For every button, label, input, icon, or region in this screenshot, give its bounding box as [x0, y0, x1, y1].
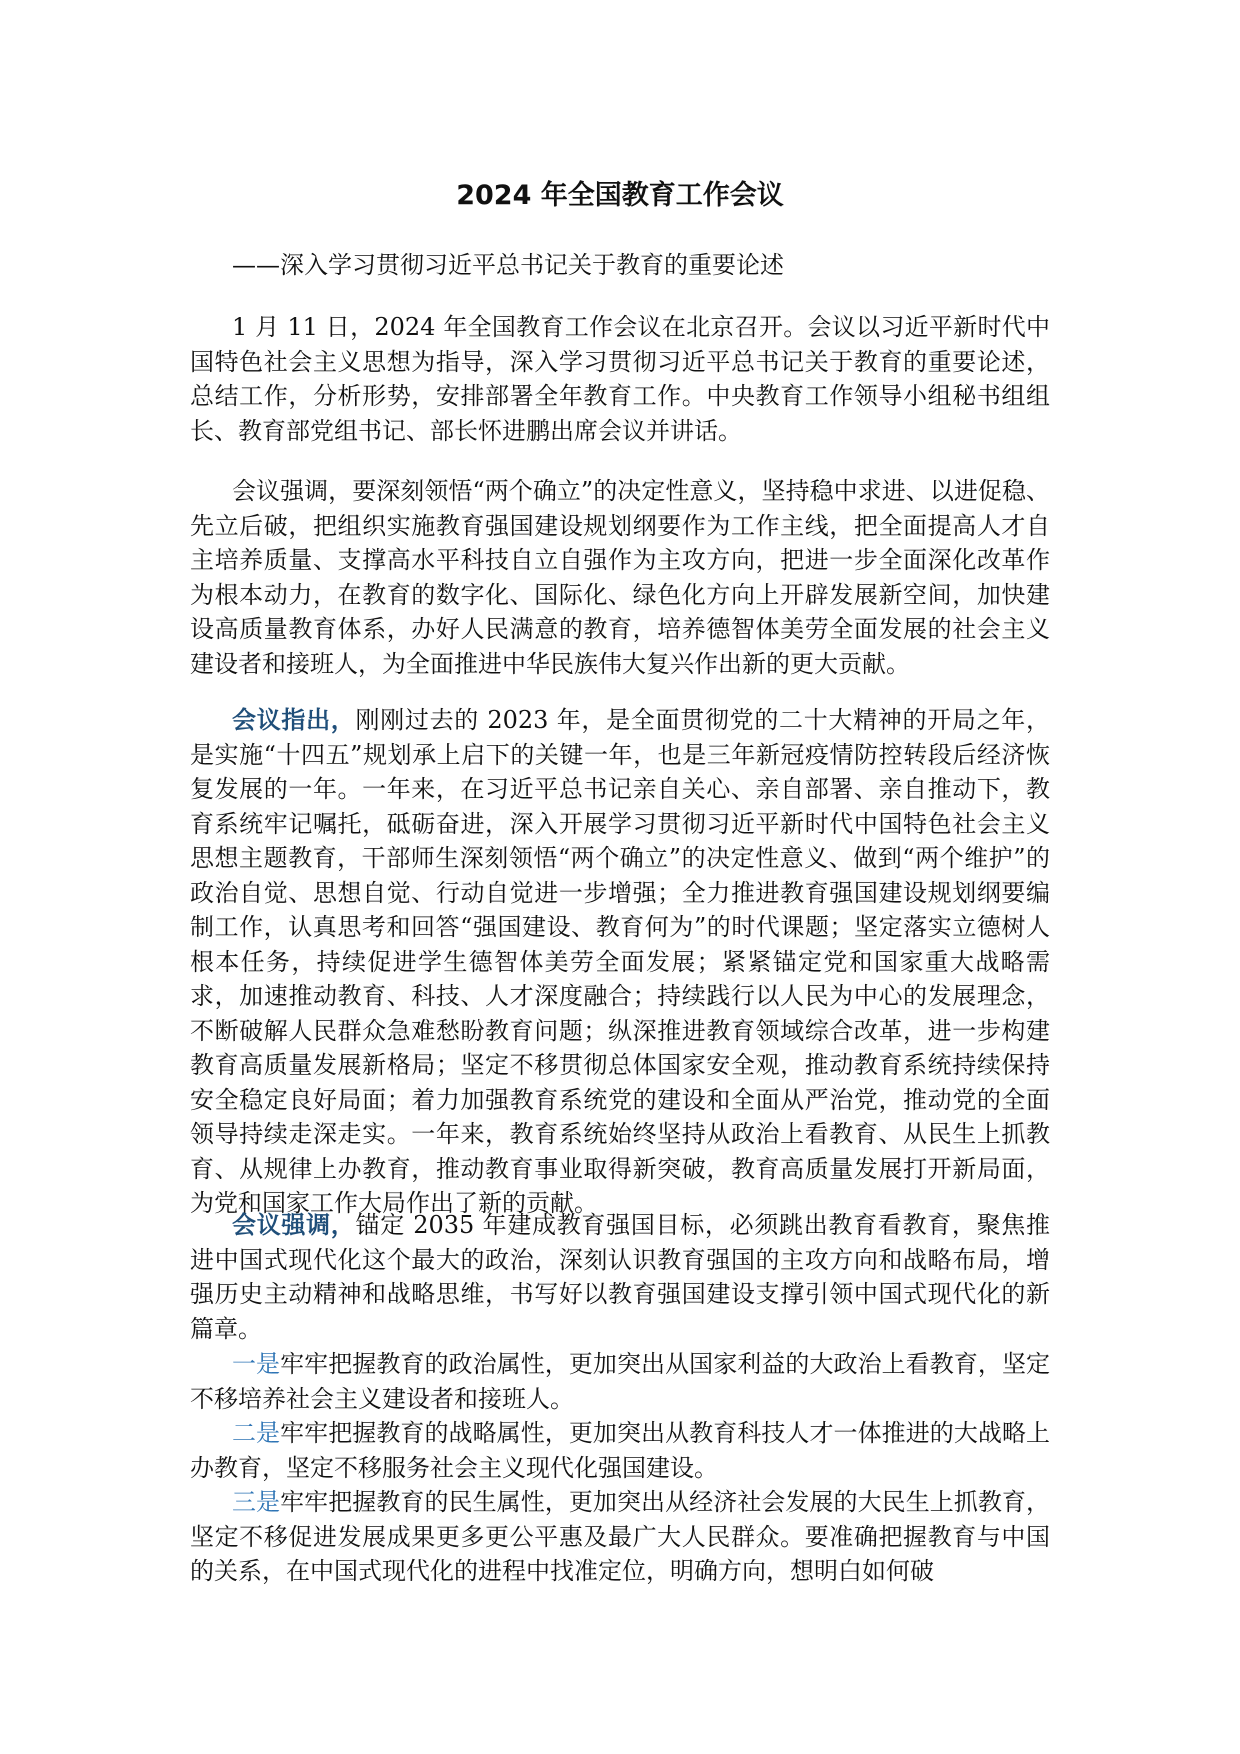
paragraph-5-lead: 一是: [232, 1350, 281, 1378]
paragraph-2: [190, 474, 1050, 681]
paragraph-4-lead: 会议强调，: [232, 1210, 356, 1239]
paragraph-7-text: 牢牢把握教育的民生属性，更加突出从经济社会发展的大民生上抓教育，坚定不移促进发展成果更多更公平惠及最广大人民群众。要准确把握教育与中国的关系，在中国式现代化的进程中找准定位，明确方向，想明白如何破: [190, 1488, 1051, 1585]
paragraph-6: [190, 1416, 1050, 1485]
paragraph-3-text: 刚刚过去的 2023 年，是全面贯彻党的二十大精神的开局之年，是实施“十四五”规划承上启下的关键一年，也是三年新冠疫情防控转段后经济恢复发展的一年。一年来，在习近平总书记亲自关心、亲自部署、亲自推动下，教育系统牢记嘱托，砥砺奋进，深入开展学习贯彻习近平新时代中国特色社会主义思想主题教育，干部师生深刻领悟“两个确立”的决定性意义、做到“两个维护”的政治自觉、思想自觉、行动自觉进一步增强；全力推进教育强国建设规划纲要编制工作，认真思考和回答“强国建设、教育何为”的时代课题；坚定落实立德树人根本任务，持续促进学生德智体美劳全面发展；紧紧锚定党和国家重大战略需求，加速推动教育、科技、人才深度融合；持续践行以人民为中心的发展理念，不断破解人民群众急难愁盼教育问题；纵深推进教育领域综合改革，进一步构建教育高质量发展新格局；坚定不移贯彻总体国家安全观，推动教育系统持续保持安全稳定良好局面；着力加强教育系统党的建设和全面从严治党，推动党的全面领导持续走深走实。一年来，教育系统始终坚持从政治上看教育、从民生上抓教育、从规律上办教育，推动教育事业取得新突破，教育高质量发展打开新局面，为党和国家工作大局作出了新的贡献。: [190, 706, 1050, 1217]
paragraph-1: [190, 310, 1050, 448]
document-subtitle: ——深入学习贯彻习近平总书记关于教育的重要论述: [232, 251, 784, 279]
paragraph-5: [190, 1347, 1050, 1416]
paragraph-3: [190, 703, 1050, 1221]
paragraph-5-text: 牢牢把握教育的政治属性，更加突出从国家利益的大政治上看教育，坚定不移培养社会主义建设者和接班人。: [190, 1350, 1051, 1413]
paragraph-6-lead: 二是: [232, 1419, 281, 1447]
paragraph-2-text: 会议强调，要深刻领悟“两个确立”的决定性意义，坚持稳中求进、以进促稳、先立后破，把组织实施教育强国建设规划纲要作为工作主线，把全面提高人才自主培养质量、支撑高水平科技自立自强作为主攻方向，把进一步全面深化改革作为根本动力，在教育的数字化、国际化、绿色化方向上开辟发展新空间，加快建设高质量教育体系，办好人民满意的教育，培养德智体美劳全面发展的社会主义建设者和接班人，为全面推进中华民族伟大复兴作出新的更大贡献。: [190, 477, 1050, 678]
paragraph-6-text: 牢牢把握教育的战略属性，更加突出从教育科技人才一体推进的大战略上办教育，坚定不移服务社会主义现代化强国建设。: [190, 1419, 1051, 1482]
paragraph-4: [190, 1208, 1050, 1346]
document-title: 2024 年全国教育工作会议: [456, 180, 784, 211]
paragraph-7: [190, 1485, 1050, 1589]
paragraph-7-lead: 三是: [232, 1488, 281, 1516]
paragraph-1-text: 1 月 11 日，2024 年全国教育工作会议在北京召开。会议以习近平新时代中国特色社会主义思想为指导，深入学习贯彻习近平总书记关于教育的重要论述，总结工作，分析形势，安排部署全年教育工作。中央教育工作领导小组秘书组组长、教育部党组书记、部长怀进鹏出席会议并讲话。: [190, 313, 1050, 445]
paragraph-4-text: 锚定 2035 年建成教育强国目标，必须跳出教育看教育，聚焦推进中国式现代化这个最大的政治，深刻认识教育强国的主攻方向和战略布局，增强历史主动精神和战略思维，书写好以教育强国建设支撑引领中国式现代化的新篇章。: [190, 1211, 1050, 1343]
paragraph-3-lead: 会议指出，: [232, 705, 356, 734]
